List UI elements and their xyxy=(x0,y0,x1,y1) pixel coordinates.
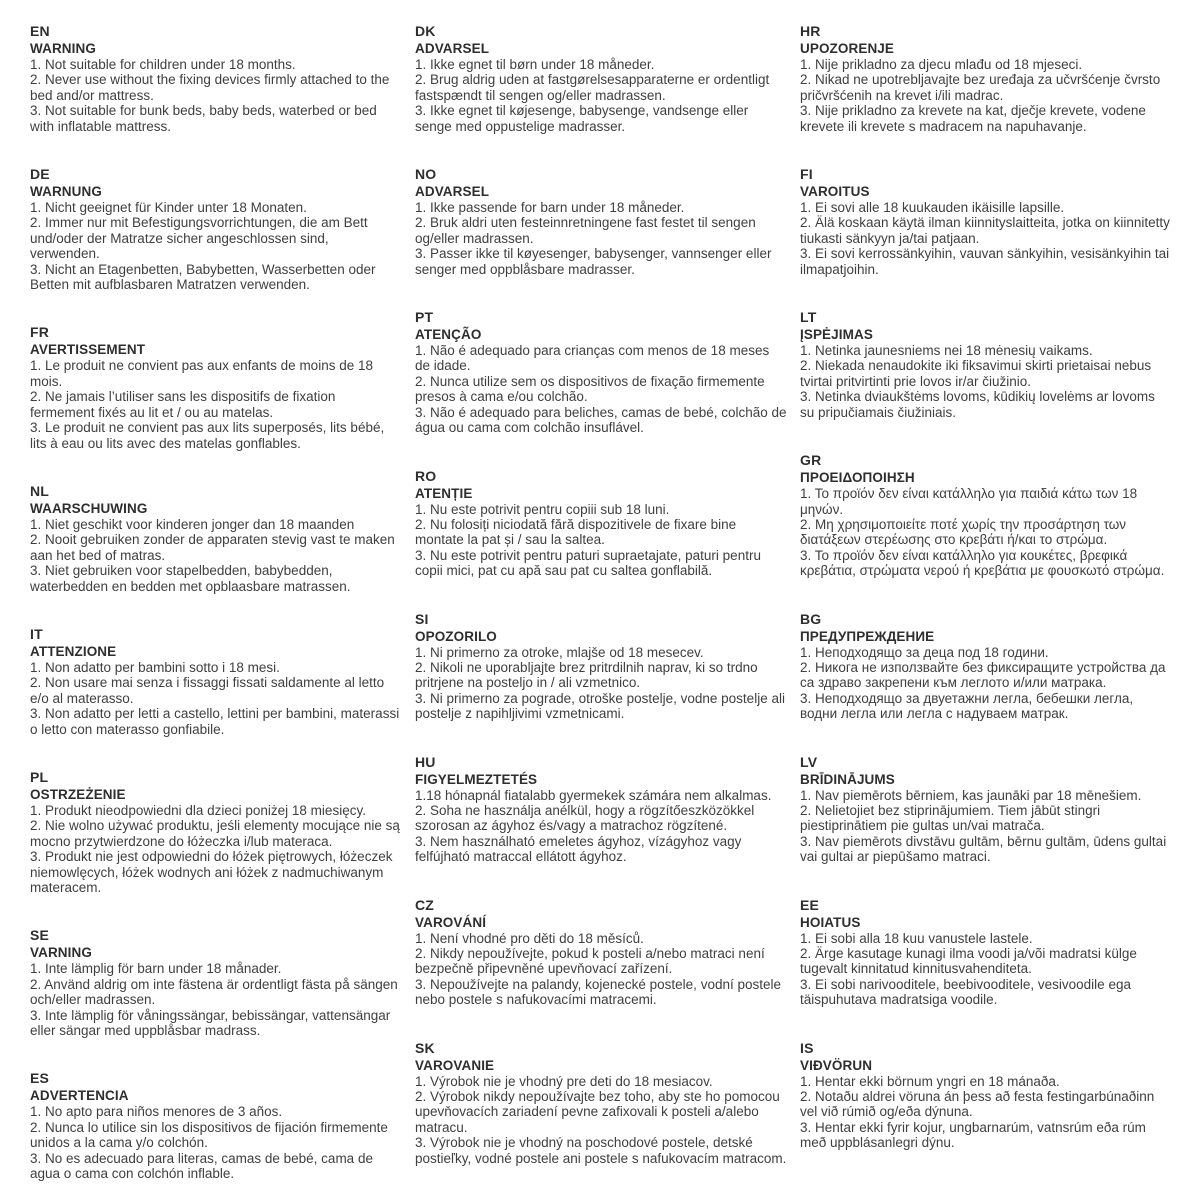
warning-item: 2. Soha ne használja anélkül, hogy a rögzítőeszközökkel szorosan az ágyhoz és/vagy a matrachoz rögzítené. xyxy=(415,802,755,834)
warning-heading: BRĪDINĀJUMS xyxy=(800,771,895,787)
warning-item: 2. Nikad ne upotrebljavajte bez uređaja za učvršćenje čvrsto pričvršćenih na krevet i/ili madrac. xyxy=(800,72,1161,103)
warning-item: 1. Inte lämplig för barn under 18 månader. xyxy=(30,961,282,977)
warning-item: 1. Niet geschikt voor kinderen jonger dan 18 maanden xyxy=(30,516,355,532)
warning-item: 2. Nu folosiți niciodată fără dispozitivele de fixare bine montate la pat și / sau la saltea. xyxy=(415,516,737,548)
language-block-ee xyxy=(800,896,1172,1008)
language-block-bg xyxy=(800,610,1172,722)
language-code: DK xyxy=(415,23,436,39)
language-block-se xyxy=(30,926,402,1038)
warning-heading: ADVARSEL xyxy=(415,41,490,56)
warning-item: 3. Nem használható emeletes ágyhoz, vízágyhoz vagy felfújható matraccal ellátott ágyhoz. xyxy=(415,833,742,865)
warning-item: 1. Není vhodné pro děti do 18 měsíců. xyxy=(415,930,644,946)
warning-item: 3. Ikke egnet til køjesenge, babysenge, vandsenge eller senge med oppustelige madrasser. xyxy=(415,103,749,134)
warning-item: 1. Ikke passende for barn under 18 måneder. xyxy=(415,200,685,216)
warning-item: 3. Netinka dviaukštėms lovoms, kūdikių lovelėms ar lovoms su pripučiamais čiužiniais. xyxy=(800,389,1155,420)
warning-heading: UPOZORENJE xyxy=(800,41,895,56)
language-code: IS xyxy=(800,1039,814,1056)
warning-heading: FIGYELMEZTETÉS xyxy=(415,771,538,787)
language-block-cz xyxy=(415,896,787,1008)
warning-item: 3. Nije prikladno za krevete na kat, dječje krevete, vodene krevete ili krevete s madracem na napuhavanje. xyxy=(800,103,1146,134)
warning-item: 1. Výrobok nie je vhodný pre deti do 18 mesiacov. xyxy=(415,1073,713,1089)
language-code: BG xyxy=(800,610,822,627)
warning-item: 1. Nav piemērots bērniem, kas jaunāki par 18 mēnešiem. xyxy=(800,787,1142,803)
warning-item: 1. Hentar ekki börnum yngri en 18 mánaða. xyxy=(800,1073,1060,1089)
warning-item: 2. Brug aldrig uden at fastgørelsesapparaterne er ordentligt fastspændt til sengen og/eller madrassen. xyxy=(415,72,770,103)
warning-item: 1. No apto para niños menores de 3 años. xyxy=(30,1104,283,1120)
language-block-fr xyxy=(30,323,402,450)
warning-item: 3. Não é adequado para beliches, camas de bebé, colchão de água ou cama com colchão insuflável. xyxy=(415,404,787,436)
warning-heading: VAROVANIE xyxy=(415,1057,495,1073)
language-block-dk xyxy=(415,22,787,134)
language-block-lv xyxy=(800,753,1172,865)
warning-heading: ПРЕДУПРЕЖДЕНИЕ xyxy=(800,628,935,644)
warning-item: 1. Ei sovi alle 18 kuukauden ikäisille lapsille. xyxy=(800,200,1065,216)
warning-heading: WARNING xyxy=(30,41,96,56)
warning-item: 3. Ei sovi kerrossänkyihin, vauvan sänkyihin, vesisänkyihin tai ilmapatjoihin. xyxy=(800,246,1170,277)
warning-item: 1. Неподходящо за деца под 18 години. xyxy=(800,644,1049,660)
warning-heading: ATENȚIE xyxy=(415,485,473,501)
warning-item: 1. Not suitable for children under 18 months. xyxy=(30,57,296,72)
language-block-fi xyxy=(800,165,1172,277)
warning-heading: HOIATUS xyxy=(800,914,861,930)
language-code: IT xyxy=(30,625,43,642)
language-block-en xyxy=(30,22,402,134)
language-block-it xyxy=(30,625,402,737)
warning-item: 2. Nikdy nepoužívejte, pokud k posteli a/nebo matraci není bezpečně připevněné upevňovací zařízení. xyxy=(415,946,765,977)
warning-heading: VAROITUS xyxy=(800,184,870,200)
language-block-si xyxy=(415,610,787,722)
warning-item: 3. Výrobok nie je vhodný na poschodové postele, detské postieľky, vodné postele ani postele s nafukovacím matracom. xyxy=(415,1135,787,1166)
language-code: SI xyxy=(415,610,429,627)
warning-item: 1. Nicht geeignet für Kinder unter 18 Monaten. xyxy=(30,200,307,216)
language-block-no xyxy=(415,165,787,277)
warning-item: 1. Produkt nieodpowiedni dla dzieci poniżej 18 miesięcy. xyxy=(30,802,366,818)
text-column-3 xyxy=(800,22,1172,1200)
warning-item: 2. Never use without the fixing devices firmly attached to the bed and/or mattress. xyxy=(30,72,390,103)
warning-item: 2. Nunca lo utilice sin los dispositivos de fijación firmemente unidos a la cama y/o colchón. xyxy=(30,1119,388,1151)
warning-item: 1. Ni primerno za otroke, mlajše od 18 mesecev. xyxy=(415,644,704,660)
warning-item: 2. Non usare mai senza i fissaggi fissati saldamente al letto e/o al materasso. xyxy=(30,675,385,706)
warning-item: 1. Nu este potrivit pentru copiii sub 18 luni. xyxy=(415,501,670,517)
warning-item: 1. Ikke egnet til børn under 18 måneder. xyxy=(415,57,655,72)
warning-item: 1. Ei sobi alla 18 kuu vanustele lastele. xyxy=(800,930,1033,946)
warning-item: 3. Nicht an Etagenbetten, Babybetten, Wasserbetten oder Betten mit aufblasbaren Matratzen verwenden. xyxy=(30,261,376,293)
warning-item: 2. Výrobok nikdy nepoužívajte bez toho, aby ste ho pomocou upevňovacích zariadení pevne zafixovali k posteli a/alebo matracu. xyxy=(415,1089,780,1135)
warning-heading: ATENÇÃO xyxy=(415,327,482,343)
warning-item: 2. Μη χρησιμοποιείτε ποτέ χωρίς την προσάρτηση των διατάξεων στερέωσης στο κρεβάτι ή/και το στρώμα. xyxy=(800,516,1127,548)
warning-item: 3. Nav piemērots divstāvu gultām, bērnu gultām, ūdens gultai vai gultai ar piepūšamo matraci. xyxy=(800,833,1167,865)
warning-item: 3. No es adecuado para literas, camas de bebé, cama de agua o cama con colchón inflable. xyxy=(30,1150,373,1182)
language-code: HU xyxy=(415,753,436,770)
warning-item: 2. Nunca utilize sem os dispositivos de fixação firmemente presos à cama e/ou colchão. xyxy=(415,373,765,405)
warning-item: 2. Ärge kasutage kunagi ilma voodi ja/või madratsi külge tugevalt kinnitatud kinnitusvahenditeta. xyxy=(800,946,1137,977)
language-block-es xyxy=(30,1069,402,1181)
language-block-sk xyxy=(415,1039,787,1166)
language-block-lt xyxy=(800,308,1172,420)
warning-item: 2. Ne jamais l’utiliser sans les dispositifs de fixation fermement fixés au lit et / ou au matelas. xyxy=(30,389,336,420)
warning-item: 2. Nelietojiet bez stiprinājumiem. Tiem jābūt stingri piestiprinātiem pie gultas un/vai matrača. xyxy=(800,802,1101,834)
language-block-hr xyxy=(800,22,1172,134)
language-code: EE xyxy=(800,896,820,913)
warning-heading: ĮSPĖJIMAS xyxy=(800,327,873,343)
language-code: SK xyxy=(415,1039,435,1056)
language-code: FI xyxy=(800,166,813,183)
warning-item: 3. Le produit ne convient pas aux lits superposés, lits bébé, lits à eau ou lits avec des matelas gonflables. xyxy=(30,420,385,451)
language-code: PT xyxy=(415,309,434,326)
warning-heading: WAARSCHUWING xyxy=(30,500,148,516)
warning-item: 2. Nie wolno używać produktu, jeśli elementy mocujące nie są mocno przytwierdzone do łóżeczka i/lub materaca. xyxy=(30,818,400,849)
language-block-hu xyxy=(415,753,787,865)
language-code: HR xyxy=(800,23,821,39)
warning-item: 3. Ni primerno za pograde, otroške postelje, vodne postelje ali postelje z napihljivimi vzmetnicami. xyxy=(415,690,785,722)
warning-item: 1. Nije prikladno za djecu mlađu od 18 mjeseci. xyxy=(800,57,1083,72)
warning-heading: VAROVÁNÍ xyxy=(415,914,487,930)
warning-heading: VARNING xyxy=(30,945,92,961)
text-column-1 xyxy=(30,22,402,1200)
warning-heading: WARNUNG xyxy=(30,184,102,200)
language-code: NL xyxy=(30,482,50,499)
warning-item: 2. Niekada nenaudokite iki fiksavimui skirti prietaisai nebus tvirtai pritvirtinti prie lovos ir/ar čiužinio. xyxy=(800,358,1152,389)
language-block-gr xyxy=(800,451,1172,578)
warning-item: 2. Använd aldrig om inte fästena är ordentligt fästa på sängen och/eller madrassen. xyxy=(30,976,398,1008)
warning-item: 3. Το προϊόν δεν είναι κατάλληλο για κουκέτες, βρεφικά κρεβάτια, στρώματα νερού ή κρεβάτια με φουσκωτό στρώμα. xyxy=(800,547,1165,579)
language-block-pl xyxy=(30,768,402,895)
warning-item: 1. Το προϊόν δεν είναι κατάλληλο για παιδιά κάτω των 18 μηνών. xyxy=(800,486,1138,517)
warning-item: 2. Никога не използвайте без фиксиращите устройства да са здраво закрепени към леглото и/или матрака. xyxy=(800,659,1166,691)
warning-item: 3. Nu este potrivit pentru paturi supraetajate, paturi pentru copii mici, pat cu apă sau pat cu saltea gonflabilă. xyxy=(415,547,761,579)
language-code: EN xyxy=(30,23,50,39)
warning-item: 3. Неподходящо за двуетажни легла, бебешки легла, водни легла или легла с надуваем матрак. xyxy=(800,690,1134,722)
warning-heading: ΠΡΟΕΙΔΟΠΟΙΗΣΗ xyxy=(800,470,915,486)
warning-item: 3. Inte lämplig för våningssängar, bebissängar, vattensängar eller sängar med uppblåsbar madrass. xyxy=(30,1007,391,1039)
warning-item: 3. Nepoužívejte na palandy, kojenecké postele, vodní postele nebo postele s nafukovacími matracemi. xyxy=(415,976,781,1008)
language-block-is xyxy=(800,1039,1172,1151)
warning-heading: OSTRZEŻENIE xyxy=(30,786,126,802)
language-code: LT xyxy=(800,309,817,326)
warning-item: 2. Nikoli ne uporabljajte brez pritrdilnih naprav, ki so trdno pritrjene na posteljo in / ali vzmetnico. xyxy=(415,659,758,691)
warning-item: 1. Le produit ne convient pas aux enfants de moins de 18 mois. xyxy=(30,358,373,389)
warning-item: 2. Notaðu aldrei vöruna án þess að festa festingarbúnaðinn vel við rúmið og/eða dýnuna. xyxy=(800,1089,1155,1120)
warning-item: 3. Not suitable for bunk beds, baby beds, waterbed or bed with inflatable mattress. xyxy=(30,103,377,134)
language-code: NO xyxy=(415,166,437,183)
warning-heading: VIÐVÖRUN xyxy=(800,1057,873,1073)
warning-heading: ATTENZIONE xyxy=(30,643,117,659)
warning-item: 3. Passer ikke til køyesenger, babysenger, vannsenger eller senger med oppblåsbare madrasser. xyxy=(415,246,772,277)
language-code: GR xyxy=(800,452,822,469)
warning-item: 2. Nooit gebruiken zonder de apparaten stevig vast te maken aan het bed of matras. xyxy=(30,532,395,563)
language-code: PL xyxy=(30,768,49,785)
warning-item: 2. Immer nur mit Befestigungsvorrichtungen, die am Bett und/oder der Matratze sicher angeschlossen sind, verwenden. xyxy=(30,215,368,262)
language-code: RO xyxy=(415,467,437,484)
warning-item: 3. Niet gebruiken voor stapelbedden, babybedden, waterbedden en bedden met opblaasbare matrassen. xyxy=(30,563,351,594)
warning-item: 3. Ei sobi narivooditele, beebivooditele, vesivoodile ega täispuhutava madratsiga voodile. xyxy=(800,976,1131,1008)
warning-heading: ADVARSEL xyxy=(415,184,490,200)
language-code: ES xyxy=(30,1070,50,1087)
warning-item: 3. Non adatto per letti a castello, lettini per bambini, materassi o letto con materasso gonfiabile. xyxy=(30,706,400,737)
warning-item: 2. Bruk aldri uten festeinnretningene fast festet til sengen og/eller madrassen. xyxy=(415,215,756,246)
language-block-nl xyxy=(30,482,402,594)
language-block-ro xyxy=(415,467,787,579)
language-code: DE xyxy=(30,166,50,183)
warning-item: 2. Älä koskaan käytä ilman kiinnityslaitteita, jotka on kiinnitetty tiukasti sänkyyn ja/tai patjaan. xyxy=(800,215,1170,246)
warning-item: 3. Produkt nie jest odpowiedni do łóżek piętrowych, łóżeczek niemowlęcych, łóżek wodnych ani łóżek z nadmuchiwanym materacem. xyxy=(30,849,393,895)
language-block-pt xyxy=(415,308,787,435)
text-column-2 xyxy=(415,22,787,1200)
language-block-de xyxy=(30,165,402,292)
warning-item: 1. Netinka jaunesniems nei 18 mėnesių vaikams. xyxy=(800,343,1093,359)
warning-heading: AVERTISSEMENT xyxy=(30,342,146,358)
language-code: CZ xyxy=(415,896,435,913)
language-code: SE xyxy=(30,927,50,944)
language-code: LV xyxy=(800,753,818,770)
warning-item: 1.18 hónapnál fiatalabb gyermekek számára nem alkalmas. xyxy=(415,787,772,803)
language-code: FR xyxy=(30,324,50,341)
warning-item: 1. Non adatto per bambini sotto i 18 mesi. xyxy=(30,659,280,675)
warning-heading: OPOZORILO xyxy=(415,628,497,644)
warning-item: 3. Hentar ekki fyrir kojur, ungbarnarúm, vatnsrúm eða rúm með uppblásanlegri dýnu. xyxy=(800,1119,1146,1151)
warning-item: 1. Não é adequado para crianças com menos de 18 meses de idade. xyxy=(415,343,770,374)
warning-heading: ADVERTENCIA xyxy=(30,1088,129,1104)
